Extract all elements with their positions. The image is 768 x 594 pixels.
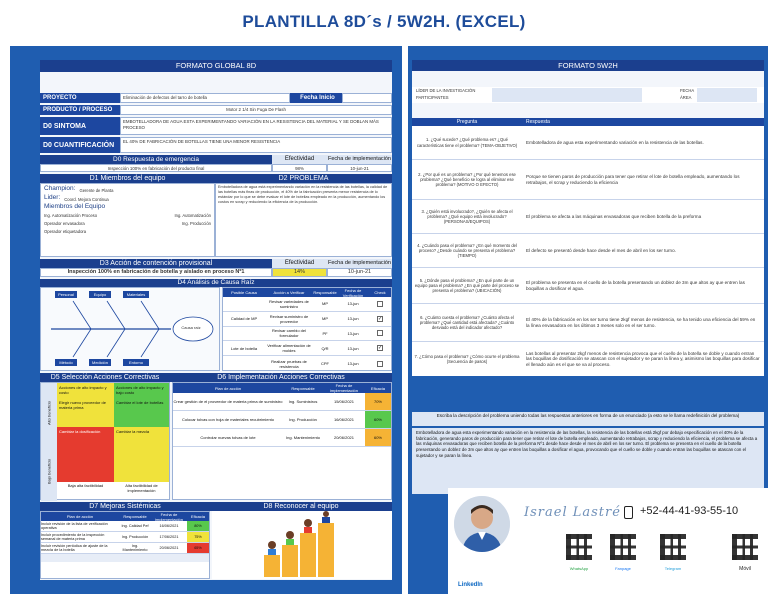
- d7-cell: Incluir revisión periódica de ajuste de la mezcla de la botella: [41, 544, 108, 552]
- member-2b: Ing. Producción: [181, 221, 211, 227]
- qa-answer[interactable]: Embotelladora de agua esta experimentando variación en la resistencia de las botellas.: [526, 139, 704, 145]
- d7-eff: 65%: [187, 543, 209, 553]
- d7-row: [41, 521, 209, 532]
- d7-col-eficacia: Eficacia: [190, 514, 205, 519]
- member-1: Ing. Automatización Proceso: [44, 212, 98, 218]
- cuantificacion-label: D0 CUANTIFICACIÓN: [40, 137, 120, 153]
- d0-fecha-label: Fecha de implementación: [328, 156, 391, 162]
- d4-cell: Lote de botella: [230, 345, 258, 351]
- d8-header: D8 Reconocer al equipo: [210, 502, 392, 511]
- check-box[interactable]: [377, 330, 383, 336]
- d4-header: D4 Análisis de Causa Raíz: [40, 279, 392, 287]
- proyecto-value[interactable]: Eliminación de defectos del tarro de botella: [120, 93, 290, 103]
- check-box[interactable]: [377, 301, 383, 307]
- contact-card: [448, 488, 768, 594]
- d7-row: [41, 532, 209, 543]
- lider-label: LÍDER DE LA INVESTIGACIÓN: [416, 88, 476, 93]
- d4-cell: Revisar variedades de suministro: [269, 298, 309, 309]
- team-podium-svg: [212, 511, 392, 579]
- d4-row: [223, 356, 391, 371]
- check-box[interactable]: [377, 361, 383, 367]
- d4-row: [223, 297, 391, 312]
- qa-row: [412, 160, 764, 200]
- qa-row: [412, 126, 764, 160]
- d7-col-plan: Plan de acción: [66, 514, 94, 519]
- d3-value[interactable]: Inspección 100% en fabricación de botella y aislado en proceso Nº1: [40, 268, 272, 277]
- 5w2h-meta: [412, 87, 764, 103]
- d7-cell: 16/06/2021: [159, 524, 179, 528]
- d5-cell-3[interactable]: Cambiar la dosificación: [57, 427, 114, 482]
- d7-cell: Ing. Producción: [121, 535, 149, 539]
- d3-efectividad-label: Efectividad: [272, 259, 327, 268]
- d4-row: [223, 341, 391, 356]
- qa-question: 7. ¿Cómo pasa el problema? ¿Cómo ocurre el problema (Secuencia de pasos): [414, 353, 520, 364]
- d5-foot-2: Alta factibilidad de implementación: [125, 483, 158, 493]
- fecha-inicio-label: Fecha Inicio: [290, 93, 342, 103]
- d5-cell-1-text: Elegir nuevo proveedor de materia prima: [59, 400, 106, 410]
- d6-row: [173, 393, 391, 411]
- fish-metodo: Método: [55, 359, 77, 366]
- d6-cell: 15/06/2021: [333, 399, 355, 404]
- summary-text[interactable]: Embotelladora de agua esta experimentando variación en la resistencia de las botellas, la resistencia de las botellas está 2kgf por debajo especificación en el 40% de la fabricación, generando paros de producción para tener que retirar el lote de botella empleado, aumentando retrabajos, scrap y reduciendo la eficiencia, el problema se afecta a las máquinas envasadoras que reciben botella de la preforma Nº1 desde hace desde el mes de abril en los ser turno. El problema se presenta en el cuello de la botella presentando un doblez de 3m que altos ay que entren las boquillas a dosificar el agua, provocando que el cuello se doble y cuando entran las boquillas se atascan con el sujetador y se paran la línea.: [412, 428, 764, 494]
- d2-header: D2 PROBLEMA: [215, 174, 392, 183]
- qa-question: 1. ¿Qué sucede? ¿Qué problema es? ¿Qué características tiene el problema? (TEMA-OBJETIVO): [416, 137, 518, 148]
- d6-table: [172, 382, 392, 500]
- qa-question: 3. ¿Quién está involucrado?, ¿Quién se afecta el problema? ¿Qué equipo está involucrado? (PERSONAS/EQUIPOS): [421, 208, 513, 225]
- d4-cell: Revisar suministro de proveedor: [269, 313, 309, 324]
- qa-row: [412, 304, 764, 342]
- d7-row: [41, 543, 209, 554]
- d4-cell: 13-jun: [347, 361, 359, 367]
- d5-cell-2[interactable]: [114, 383, 169, 427]
- d5-cell-4[interactable]: Cambiar la mezcla: [114, 427, 169, 482]
- d4-col-causa: Posible Causa: [231, 290, 257, 295]
- qa-answer[interactable]: Las botellas al presentar 2kgf menos de resistencia provoca que el cuello de la botella se doble y cuando entran las boquillas de dosificación se atascan con el sujetador y se paran la línea y, asimismo las boquillas para dosificar el llenado aún es el que se va al proceso.: [526, 351, 760, 367]
- qa-answer[interactable]: El defecto se presentó desde hace desde el mes de abril en los ser turno.: [526, 247, 676, 253]
- global-8d-sheet: [40, 60, 392, 580]
- fecha-field[interactable]: [697, 88, 757, 102]
- d3-fecha-label: Fecha de implementación: [328, 260, 391, 266]
- qa-row: [412, 342, 764, 376]
- telegram-qr[interactable]: [658, 532, 688, 562]
- 5w2h-col-header: [412, 118, 764, 126]
- d5-cell-1-title: Acciones de alto impacto y costo: [59, 385, 107, 395]
- qa-question: 5. ¿Dónde pasa el problema? ¿En qué parte de un equipo pasa el problema? ¿En qué parte del proceso se presenta el problema? (UBICACIÓN): [414, 277, 520, 294]
- global-8d-panel: [10, 46, 402, 594]
- qa-answer[interactable]: El problema se presenta en el cuello de la botella presentando un doblez de 3m que altos ay que entren las boquillas a dosificar el agua.: [526, 280, 745, 291]
- d7-col-fecha: Fecha de implementación: [154, 511, 183, 522]
- fish-entorno: Entorno: [123, 359, 149, 366]
- team-list: [40, 183, 215, 257]
- d6-col-resp: Responsable: [291, 385, 315, 391]
- d6-header: D6 Implementación Acciones Correctivas: [170, 373, 392, 382]
- d4-col-resp: Responsable: [313, 290, 337, 295]
- linkedin-label[interactable]: LinkedIn: [458, 582, 483, 588]
- d7-cell: 17/06/2021: [159, 535, 179, 539]
- fish-head-label: Causa raíz: [181, 325, 201, 330]
- member-1b: Ing. Automatización: [174, 212, 211, 218]
- d7-cell: Incluir revisión de la lista de verificación operativa: [41, 522, 108, 530]
- 5w2h-sheet: [412, 60, 764, 376]
- d0-efectividad-value[interactable]: 98%: [272, 164, 327, 172]
- d4-cell: Q/R: [321, 345, 329, 351]
- fanpage-label: Fanpage: [615, 566, 631, 571]
- d4-cell: CPF: [321, 361, 329, 367]
- miembros-label: Miembros del Equipo: [44, 203, 106, 211]
- phone-icon: [624, 506, 633, 519]
- d7-table: [40, 511, 210, 579]
- champion-role: Champion:: [44, 185, 76, 192]
- check-box[interactable]: ✓: [378, 315, 383, 322]
- summary-header: Escriba la descripción del problema uniendo todas las respuestas anteriores en forma de un enunciado (a esto se le llama redefinición del problema): [412, 412, 764, 426]
- qa-answer[interactable]: Porque se tienen paros de producción para tener que retirar el lote de botella empleado, aumentando los retrabajos, el scrap y reduciendo la eficiencia: [526, 174, 740, 185]
- d4-cell: MP: [322, 301, 328, 307]
- d7-eff: 80%: [187, 521, 209, 531]
- d4-col-accion: Acción a Verificar: [273, 290, 305, 295]
- d4-table: [222, 287, 392, 371]
- d6-row: [173, 429, 391, 447]
- d4-cell: Calidad de MP: [230, 316, 258, 322]
- d6-cell: Controlar nuevas tolvas de lote: [200, 435, 256, 440]
- d5-cell-1[interactable]: [57, 383, 114, 427]
- qa-question: 4. ¿Cuándo pasa el problema? ¿En qué momento del proceso? ¿Desde cuándo se presenta el problema? (TIEMPO): [417, 242, 517, 259]
- d6-cell: Crear gestión de el proveedor de materia prima de suministro: [173, 399, 283, 404]
- d3-fecha-value[interactable]: 10-jun-21: [327, 268, 392, 277]
- d5-header: D5 Selección Acciones Correctivas: [40, 373, 170, 382]
- d6-eff: 60%: [365, 411, 391, 428]
- card-phone[interactable]: +52-44-41-93-55-10: [640, 505, 739, 517]
- d0-response-value[interactable]: Inspección 100% en fabricación del producto final: [40, 164, 272, 172]
- d4-cell: Revisar cambio del formulador: [271, 328, 306, 339]
- fish-personal: Personal: [55, 291, 77, 298]
- d5-foot-1: Baja alta factibilidad: [67, 483, 104, 488]
- movil-label: Móvil: [739, 566, 751, 572]
- sintoma-value[interactable]: EMBOTELLADORA DE AGUA ESTA EXPERIMENTANDO VARIACIÓN EN LA RESISTENCIA DEL MATERIAL Y SE DOBLAN MÁS PROCESO: [120, 117, 392, 135]
- d4-cell: Realizar pruebas de resistencia: [271, 358, 307, 369]
- lider-role: Lider:: [44, 194, 61, 202]
- d7-cell: Incluir procedimiento de la inspección semanal de materia prima: [41, 533, 105, 541]
- whatsapp-qr[interactable]: [564, 532, 594, 562]
- d4-cell: MP: [322, 316, 328, 322]
- d7-cell: Ing. Calidad Pef: [121, 524, 149, 528]
- qa-question: 6. ¿Cuánto cuesta el problema? ¿Cuánto afecta el problema? ¿Qué cantidad está afectada? ¿Cuánto desviado está del indicador afectado?: [419, 314, 515, 331]
- check-box[interactable]: ✓: [378, 345, 383, 352]
- fish-materiales: Materiales: [123, 291, 149, 298]
- d5-alto-beneficio: Alto beneficio: [41, 383, 57, 442]
- d6-col-eficacia: Eficacia: [370, 385, 385, 391]
- cuantificacion-value[interactable]: EL 40% DE FABRICACIÓN DE BOTELLAS TIENE UNA MENOR RESISTENCIA: [120, 137, 392, 153]
- proyecto-label: PROYECTO: [40, 93, 120, 103]
- qa-answer[interactable]: El 40% de la fabricación en los ser turno tiene 2kgf menos de resistencia, se ha tenido una eficiencia del 59% en la línea envasadora en los últimos 3 meses solo en el ser turno.: [526, 317, 756, 328]
- producto-label: PRODUCTO / PROCESO: [40, 105, 120, 115]
- d6-cell: 20/06/2021: [333, 435, 355, 440]
- avatar: [454, 496, 510, 552]
- d4-col-fecha: Fecha de Verificación: [342, 287, 364, 298]
- d7-col-resp: Responsable: [123, 514, 147, 519]
- fanpage-qr[interactable]: [608, 532, 638, 562]
- d6-cell: Ing. Suministros: [288, 399, 318, 404]
- d1-header: D1 Miembros del equipo: [40, 174, 215, 183]
- qa-row: [412, 268, 764, 304]
- d2-problem-text[interactable]: Embotelladora de agua está experimentando variación en la resistencia de las botellas, la calidad de las botellas más finas de producción, el 40% de la fabricación presenta menor resistencia de lo estándar por lo que se debe evaluar el lote de botellas empleado en la producción, aumentando los costos en scrap y reduciendo la eficiencia de la producción.: [215, 183, 392, 257]
- d7-eff: 75%: [187, 532, 209, 542]
- member-2: Operador envasadora: [44, 221, 85, 227]
- d6-col-fecha: Fecha de implementación: [329, 383, 358, 393]
- d6-cell: Ing. Mantenimiento: [285, 435, 321, 440]
- d4-row: [223, 312, 391, 327]
- movil-qr[interactable]: [730, 532, 760, 562]
- d0-efectividad-label: Efectividad: [272, 155, 327, 164]
- fish-equipo: Equipo: [89, 291, 111, 298]
- d5-bajo-beneficio: Bajo beneficio: [41, 442, 57, 501]
- d6-col-plan: Plan de acción: [214, 385, 242, 391]
- d4-cell: 13-jun: [347, 316, 359, 322]
- global-8d-header: FORMATO GLOBAL 8D: [40, 60, 392, 72]
- d0-response-header: D0 Respuesta de emergencia: [40, 155, 272, 164]
- qa-question: 2. ¿Por qué es un problema? ¿Por qué tenemos ese problema? ¿Qué beneficio se logra al eliminar ese problema? (MOTIVO O EFECTO): [418, 171, 516, 188]
- d5-cell-2-text: Cambiar el lote de botellas: [116, 400, 164, 405]
- d4-cell: 13-jun: [347, 345, 359, 351]
- linkedin-qr: [454, 562, 458, 566]
- d4-cell: PF: [322, 330, 328, 336]
- d6-row: [173, 411, 391, 429]
- whatsapp-label: WhatsApp: [569, 566, 589, 571]
- page-title: PLANTILLA 8D´s / 5W2H. (EXCEL): [242, 12, 526, 31]
- d5-cell-2-title: Acciones de alto impacto y bajo costo: [116, 385, 164, 395]
- card-name: Israel Lastré: [524, 505, 621, 520]
- fecha-inicio-value[interactable]: [342, 93, 392, 103]
- col-respuesta: Respuesta: [526, 119, 550, 125]
- member-3: Operador etiquetadora: [44, 229, 87, 235]
- d3-eff-value[interactable]: 14%: [272, 268, 327, 277]
- fecha-label: FECHA: [680, 88, 695, 93]
- area-label: ÁREA: [680, 95, 692, 100]
- sintoma-label: D0 SINTOMA: [40, 117, 120, 135]
- d7-cell: 20/06/2021: [159, 546, 179, 550]
- d4-row: [223, 327, 391, 342]
- d3-header: D3 Acción de contención provisional: [40, 259, 272, 268]
- 5w2h-rows: [412, 126, 764, 376]
- producto-value[interactable]: Motor 2 1/4 Sin Fuga De Flash: [120, 105, 392, 115]
- champion-name: Gerente de Planta: [79, 188, 114, 193]
- d7-header: D7 Mejoras Sistémicas: [40, 502, 210, 511]
- col-pregunta: Pregunta: [456, 119, 478, 125]
- d6-cell: 16/06/2021: [333, 417, 355, 422]
- d4-col-check: Check: [374, 290, 386, 295]
- telegram-label: Telegram: [664, 566, 682, 571]
- d4-cell: Verificar alimentación de moldes: [267, 343, 311, 354]
- d0-fecha-value[interactable]: 10-jun-21: [327, 164, 392, 172]
- lider-name: Coord. Mejora Continua: [64, 197, 109, 203]
- 5w2h-header: FORMATO 5W2H: [412, 60, 764, 71]
- qa-answer[interactable]: El problema se afecta a las máquinas envasadoras que reciben botella de la preforma: [526, 213, 702, 219]
- fish-medicion: Medición: [89, 359, 111, 366]
- d7-cell: Ing. Mantenimiento: [122, 544, 148, 552]
- participantes-label: PARTICIPANTES: [416, 95, 449, 100]
- d4-cell: 13-jun: [347, 330, 359, 336]
- avatar-svg: [454, 496, 510, 552]
- d6-eff: 60%: [365, 429, 391, 446]
- lider-field[interactable]: [492, 88, 642, 102]
- d5-matrix: [40, 382, 170, 500]
- d4-cell: 13-jun: [347, 301, 359, 307]
- qa-row: [412, 200, 764, 234]
- d6-cell: Ing. Producción: [289, 417, 317, 422]
- team-illustration: [212, 511, 392, 579]
- qa-row: [412, 234, 764, 268]
- d6-eff: 70%: [365, 393, 391, 410]
- fishbone-diagram: [40, 287, 220, 371]
- d6-cell: Colocar tolvas con hoja de materiales recubrimiento: [181, 417, 275, 422]
